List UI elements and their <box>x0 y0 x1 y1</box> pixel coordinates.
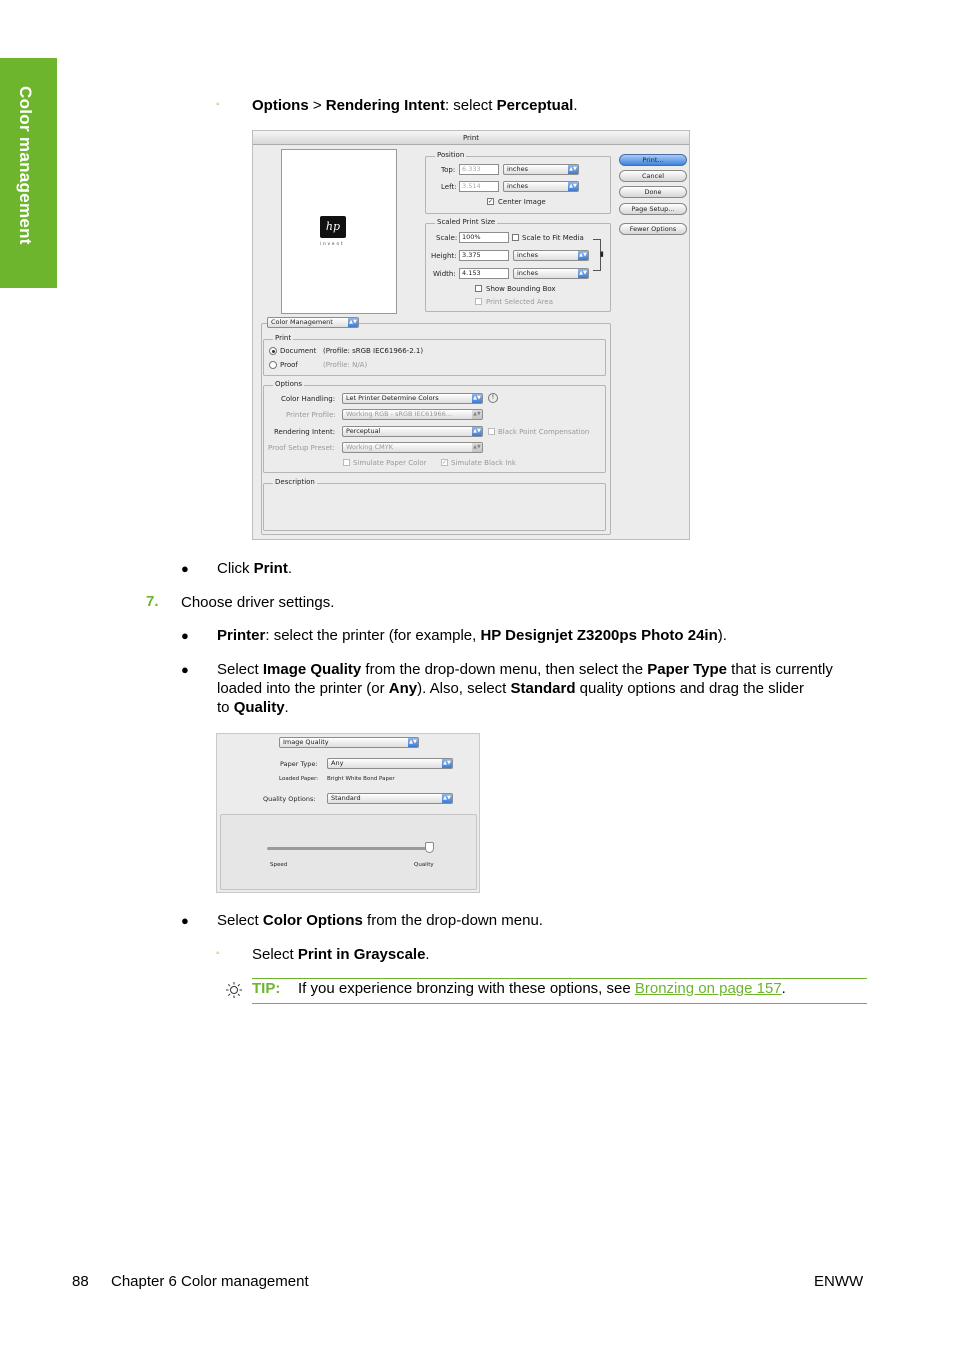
proof-radio[interactable] <box>269 361 277 369</box>
hp-logo: hp <box>320 216 346 238</box>
bronzing-link[interactable]: Bronzing on page 157 <box>634 980 782 997</box>
print-preview <box>281 149 397 314</box>
left-label: Left: <box>441 183 457 191</box>
left-field[interactable]: 3.514 <box>459 181 499 192</box>
center-image-checkbox[interactable]: ✓ <box>488 198 494 205</box>
click-print-line: Click Print. <box>217 560 293 577</box>
printer-profile-popup[interactable]: Working RGB - sRGB IEC61966... ▲▼ <box>342 409 483 420</box>
popup-arrow-icon: ▲▼ <box>409 739 417 745</box>
scale-field[interactable]: 100% <box>459 232 509 243</box>
quality-slider-box <box>220 814 477 890</box>
fewer-options-button[interactable]: Fewer Options <box>619 223 687 235</box>
chapter-side-tab <box>0 58 57 288</box>
quality-options-label: Quality Options: <box>263 795 316 803</box>
popup-arrow-icon: ▲▼ <box>443 795 451 801</box>
width-field[interactable]: 4.153 <box>459 268 509 279</box>
image-quality-line-3: to Quality. <box>217 699 289 716</box>
options-group-label: Options <box>275 380 303 388</box>
document-profile: (Profile: sRGB IEC61966-2.1) <box>323 347 424 355</box>
show-bounding-box-label: Show Bounding Box <box>486 285 556 293</box>
proof-setup-label: Proof Setup Preset: <box>268 444 335 452</box>
position-group-label: Position <box>437 151 465 159</box>
tip-bottom-rule <box>252 1003 867 1004</box>
proof-label: Proof <box>280 361 298 369</box>
tip-label: TIP: <box>252 980 281 997</box>
popup-arrow-icon: ▲▼ <box>579 270 587 276</box>
grayscale-line: Select Print in Grayscale. <box>252 946 430 963</box>
bullet-icon: ● <box>181 913 189 928</box>
proof-setup-popup[interactable]: Working CMYK ▲▼ <box>342 442 483 453</box>
rendering-intent-popup[interactable]: Perceptual ▲▼ <box>342 426 483 437</box>
simulate-paper-checkbox[interactable] <box>343 459 350 466</box>
printer-line: Printer: select the printer (for example, HP Designjet Z3200ps Photo 24in). <box>217 627 727 644</box>
print-selected-area-checkbox[interactable] <box>475 298 482 305</box>
color-handling-popup[interactable]: Let Printer Determine Colors ▲▼ <box>342 393 483 404</box>
width-unit-popup[interactable]: inches ▲▼ <box>513 268 589 279</box>
bullet-icon: ● <box>181 662 189 677</box>
page-number: 88 <box>72 1273 89 1290</box>
show-bounding-box-checkbox[interactable] <box>475 285 482 292</box>
printer-profile-label: Printer Profile: <box>286 411 336 419</box>
popup-arrow-icon: ▲▼ <box>349 319 357 325</box>
options-rendering-intent-line: Options > Rendering Intent: select Perceptual. <box>252 97 578 114</box>
print-source-group <box>263 339 606 376</box>
lightbulb-icon <box>225 981 243 999</box>
scale-label: Scale: <box>436 234 458 242</box>
image-quality-panel-screenshot <box>216 733 480 893</box>
color-options-line: Select Color Options from the drop-down menu. <box>217 912 543 929</box>
proof-profile: (Profile: N/A) <box>323 361 368 369</box>
page-setup-button[interactable]: Page Setup... <box>619 203 687 215</box>
cancel-button[interactable]: Cancel <box>619 170 687 182</box>
popup-arrow-icon: ▲▼ <box>473 411 481 417</box>
print-selected-area-label: Print Selected Area <box>486 298 554 306</box>
print-source-label: Print <box>275 334 292 342</box>
footer-chapter: Chapter 6 Color management <box>111 1273 309 1290</box>
black-point-label: Black Point Compensation <box>498 428 590 436</box>
black-point-checkbox[interactable] <box>488 428 495 435</box>
width-label: Width: <box>433 270 456 278</box>
sub-bullet-icon: ◦ <box>216 948 220 959</box>
height-unit-popup[interactable]: inches ▲▼ <box>513 250 589 261</box>
quality-slider-track[interactable] <box>267 847 429 850</box>
left-unit-popup[interactable]: inches ▲▼ <box>503 181 579 192</box>
simulate-ink-checkbox[interactable]: ✓ <box>442 459 448 466</box>
paper-type-label: Paper Type: <box>280 760 318 768</box>
paper-type-popup[interactable]: Any ▲▼ <box>327 758 453 769</box>
bullet-icon: ● <box>181 561 189 576</box>
print-button[interactable]: Print... <box>619 154 687 166</box>
scale-to-fit-label: Scale to Fit Media <box>522 234 584 242</box>
quality-slider-knob[interactable] <box>425 842 434 853</box>
scaled-print-size-label: Scaled Print Size <box>437 218 496 226</box>
image-quality-popup[interactable]: Image Quality ▲▼ <box>279 737 419 748</box>
popup-arrow-icon: ▲▼ <box>569 166 577 172</box>
sub-bullet-icon: ◦ <box>216 99 220 110</box>
popup-arrow-icon: ▲▼ <box>569 183 577 189</box>
top-field[interactable]: 6.333 <box>459 164 499 175</box>
image-quality-line-2: loaded into the printer (or Any). Also, select Standard quality options and drag the slider <box>217 680 804 697</box>
tip-text: If you experience bronzing with these options, see Bronzing on page 157. <box>298 980 786 997</box>
slider-min-label: Speed <box>270 862 288 868</box>
footer-right: ENWW <box>814 1273 864 1290</box>
height-label: Height: <box>431 252 457 260</box>
height-field[interactable]: 3.375 <box>459 250 509 261</box>
popup-arrow-icon: ▲▼ <box>473 444 481 450</box>
print-dialog-title: Print <box>253 131 689 145</box>
step-7-text: Choose driver settings. <box>181 594 335 611</box>
popup-arrow-icon: ▲▼ <box>579 252 587 258</box>
description-group <box>263 483 606 531</box>
lock-icon[interactable]: ▮ <box>600 250 604 258</box>
color-management-popup[interactable]: Color Management ▲▼ <box>267 317 359 328</box>
scale-to-fit-checkbox[interactable] <box>512 234 519 241</box>
done-button[interactable]: Done <box>619 186 687 198</box>
popup-arrow-icon: ▲▼ <box>443 760 451 766</box>
popup-arrow-icon: ▲▼ <box>473 428 481 434</box>
info-icon[interactable]: ! <box>488 393 498 403</box>
slider-max-label: Quality <box>414 862 434 868</box>
document-label: Document <box>280 347 317 355</box>
simulate-ink-label: Simulate Black Ink <box>451 459 516 467</box>
rendering-intent-label: Rendering Intent: <box>274 428 336 436</box>
center-image-label: Center Image <box>498 198 546 206</box>
quality-options-popup[interactable]: Standard ▲▼ <box>327 793 453 804</box>
image-quality-line-1: Select Image Quality from the drop-down menu, then select the Paper Type that is currently <box>217 661 833 678</box>
top-unit-popup[interactable]: inches ▲▼ <box>503 164 579 175</box>
color-handling-label: Color Handling: <box>281 395 336 403</box>
document-radio[interactable] <box>269 347 277 355</box>
hp-tagline: invent <box>320 241 345 246</box>
print-dialog-screenshot <box>252 130 690 540</box>
simulate-paper-label: Simulate Paper Color <box>353 459 427 467</box>
chapter-side-tab-label: Color management <box>16 86 35 245</box>
top-label: Top: <box>441 166 456 174</box>
loaded-paper-label: Loaded Paper: <box>279 776 319 782</box>
bullet-icon: ● <box>181 628 189 643</box>
description-label: Description <box>275 478 315 486</box>
step-number: 7. <box>146 593 159 610</box>
loaded-paper-value: Bright White Bond Paper <box>327 776 395 782</box>
popup-arrow-icon: ▲▼ <box>473 395 481 401</box>
